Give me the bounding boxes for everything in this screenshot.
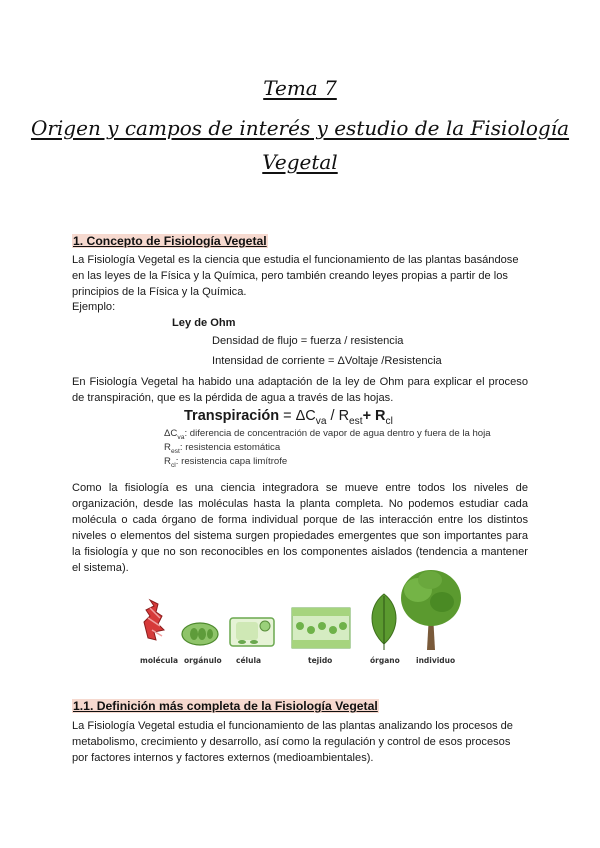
definition-text: : resistencia capa limítrofe <box>175 456 288 467</box>
paragraph-line: Ejemplo: <box>72 301 116 313</box>
paragraph-line: principios de la Física y la Química. <box>72 286 247 298</box>
formula-part: / R <box>326 408 350 424</box>
formula-sub: cl <box>385 415 393 427</box>
ohm-formula-1: Densidad de flujo = fuerza / resistencia <box>212 335 404 347</box>
figure-label-molecula: molécula <box>140 656 179 665</box>
figure-label-individuo: individuo <box>416 656 456 665</box>
symbol: R <box>164 442 171 453</box>
definition-dcva <box>164 428 491 441</box>
paragraph-definition: La Fisiología Vegetal estudia el funcionamiento de las plantas analizando los procesos de metabolismo, crecimiento y desarrollo, así como la regulación y control de esos procesos por factores internos y factores externos (medioambientales). <box>72 720 513 764</box>
symbol-sub: cl <box>170 461 176 469</box>
figure-label-organo: órgano <box>370 656 400 665</box>
symbol: R <box>164 456 171 467</box>
document-title-line2: Vegetal <box>262 150 338 174</box>
organization-levels-illustration <box>136 560 466 660</box>
transpiration-label: Transpiración <box>184 408 280 424</box>
definition-text: : resistencia estomática <box>179 442 281 453</box>
figure-label-celula: célula <box>236 656 262 665</box>
formula-sub: est <box>349 415 363 427</box>
symbol-sub: est <box>170 447 180 455</box>
formula-part: = ΔC <box>279 408 316 424</box>
ohm-law-title: Ley de Ohm <box>172 317 236 329</box>
ohm-formula-2: Intensidad de corriente = ΔVoltaje /Resistencia <box>212 355 442 367</box>
figure-label-tejido: tejido <box>308 656 333 665</box>
formula-part: + R <box>362 408 386 424</box>
definition-text: : diferencia de concentración de vapor de agua dentro y fuera de la hoja <box>184 428 491 439</box>
transpiration-formula <box>184 408 393 427</box>
paragraph-integrative: Como la fisiología es una ciencia integradora se mueve entre todos los niveles de organización, desde las moléculas hasta la planta completa. No podemos estudiar cada molécula o cada órgano de forma individual porque de las interacción entre los distintos niveles o elementos del sistema surgen propiedades emergentes que son importantes para la fisiología y que no son reconocibles en los componentes aislados (tendencia a mantener el sistema). <box>72 482 528 574</box>
symbol-sub: va <box>177 433 185 441</box>
definition-rcl <box>164 456 287 469</box>
tree-icon <box>401 570 461 650</box>
section-heading-1: 1. Concepto de Fisiología Vegetal <box>73 234 267 248</box>
organization-levels-figure <box>136 560 466 670</box>
paragraph-line: en las leyes de la Física y la Química, pero también creando leyes propias a partir de los <box>72 270 508 282</box>
section-heading-1-1: 1.1. Definición más completa de la Fisiología Vegetal <box>73 699 378 713</box>
document-title-line1: Origen y campos de interés y estudio de la Fisiología <box>30 116 570 140</box>
symbol: ΔC <box>164 428 178 439</box>
chloroplast-icon <box>182 623 218 645</box>
definition-rest <box>164 442 280 455</box>
molecule-icon <box>144 600 164 640</box>
paragraph-transpiration: En Fisiología Vegetal ha habido una adaptación de la ley de Ohm para explicar el proceso de transpiración, que es la pérdida de agua a través de las hojas. <box>72 376 528 404</box>
paragraph-line: La Fisiología Vegetal es la ciencia que estudia el funcionamiento de las plantas basándose <box>72 254 519 266</box>
leaf-icon <box>372 594 396 650</box>
figure-label-organulo: orgánulo <box>184 656 222 665</box>
formula-sub: va <box>315 415 327 427</box>
tema-title: Tema 7 <box>263 76 337 100</box>
cell-icon <box>230 618 274 646</box>
tissue-icon <box>292 608 350 648</box>
